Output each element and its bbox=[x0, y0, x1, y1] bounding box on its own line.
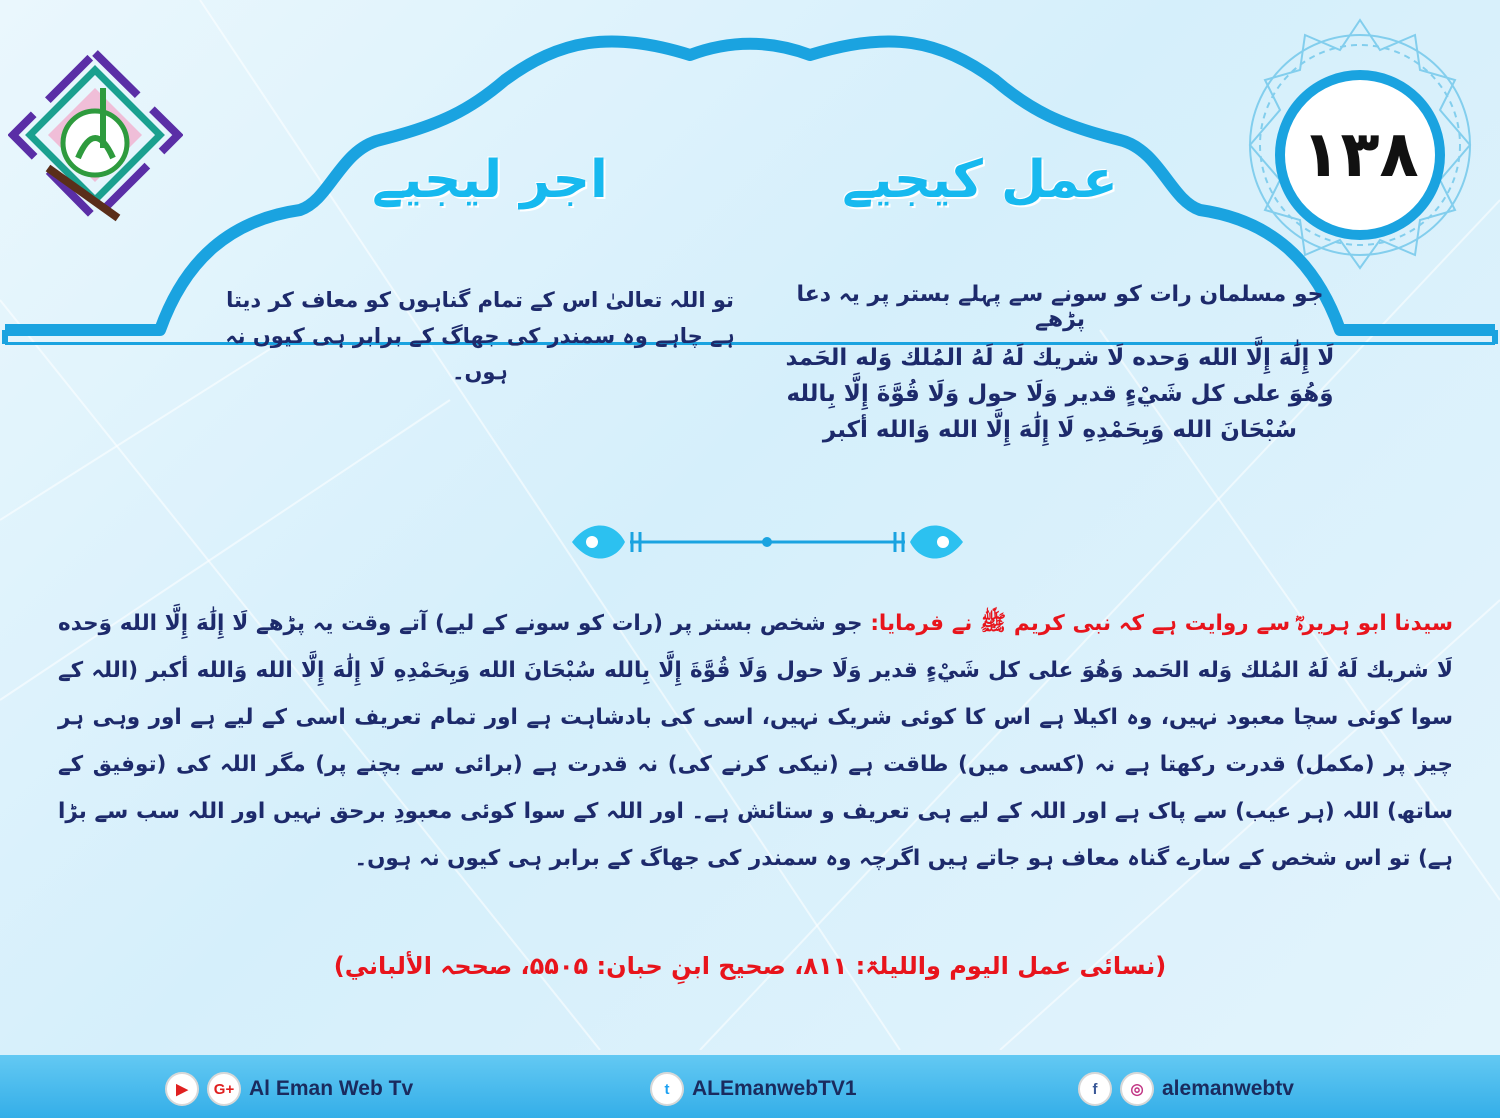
hadith-narrator: سیدنا ابو ہریرہؓ سے روایت ہے کہ نبی کریم ﷺ نے فرمایا: bbox=[870, 611, 1453, 636]
footer-social[interactable] bbox=[1078, 1069, 1294, 1109]
footer-bar bbox=[0, 1055, 1500, 1118]
channel-name[interactable]: Al Eman Web Tv bbox=[249, 1077, 414, 1100]
instagram-icon[interactable]: ◎ bbox=[1120, 1072, 1154, 1106]
google-plus-icon[interactable]: G+ bbox=[207, 1072, 241, 1106]
footer-channel[interactable] bbox=[165, 1069, 413, 1109]
heading-ajr-lijiye: اجر لیجیے bbox=[372, 150, 608, 210]
footer-twitter[interactable] bbox=[650, 1069, 857, 1109]
hadith-reference: (نسائی عمل الیوم واللیلۃ: ۸۱۱، صحیح ابنِ حبان: ۵۵۰۵، صححہ الألباني) bbox=[333, 952, 1167, 980]
ornamental-divider bbox=[570, 518, 965, 566]
action-intro: جو مسلمان رات کو سونے سے پہلے بستر پر یہ دعا پڑھے bbox=[796, 282, 1324, 332]
facebook-icon[interactable]: f bbox=[1078, 1072, 1112, 1106]
hadith-body: جو شخص بستر پر (رات کو سونے کے لیے) آتے وقت یہ پڑھے لَا إِلَٰهَ إِلَّا الله وَحده لَا شريك لَهُ لَهُ المُلك وَله الحَمد وَهُوَ على كل شَيْءٍ قدير وَلَا حول وَلَا قُوَّةَ إِلَّا بِالله سُبْحَانَ الله وَبِحَمْدِهِ لَا إِلَٰهَ إِلَّا الله وَالله أكبر (اللہ کے سوا کوئی سچا معبود نہیں، وہ اکیلا ہے اس کا کوئی شریک نہیں، اسی کی بادشاہت ہے اور تمام تعریف اسی کے لیے ہے اور وہی ہر چیز پر (مکمل) قدرت رکھتا ہے نہ (کسی میں) طاقت ہے (نیکی کرنے کی) نہ قدرت ہے (برائی سے بچنے پر) مگر اللہ کی (توفیق کے ساتھ) اللہ (ہر عیب) سے پاک ہے اور اللہ کے لیے ہی تعریف و ستائش ہے۔ اور اللہ کے سوا کوئی معبودِ برحق نہیں اور اللہ سب سے بڑا ہے) تو اس شخص کے سارے گناہ معاف ہو جاتے ہیں اگرچہ وہ سمندر کی جھاگ کے برابر ہی کیوں نہ ہوں۔ bbox=[58, 611, 1453, 871]
twitter-handle[interactable]: ALEmanwebTV1 bbox=[692, 1077, 857, 1100]
youtube-icon[interactable]: ▶ bbox=[165, 1072, 199, 1106]
heading-amal-kijiye: عمل کیجیے bbox=[842, 150, 1118, 210]
logo bbox=[8, 48, 183, 223]
dua-text: لَا إِلَٰهَ إِلَّا الله وَحده لَا شريك لَهُ لَهُ المُلك وَله الحَمد وَهُوَ على كل شَيْءٍ قدير وَلَا حول وَلَا قُوَّةَ إِلَّا بِالله سُبْحَانَ الله وَبِحَمْدِهِ لَا إِلَٰهَ إِلَّا الله وَالله أكبر bbox=[785, 345, 1335, 443]
twitter-icon[interactable]: t bbox=[650, 1072, 684, 1106]
reward-text: تو اللہ تعالیٰ اس کے تمام گناہوں کو معاف کر دیتا ہے چاہے وہ سمندر کی جھاگ کے برابر ہی کیوں نہ ہوں۔ bbox=[225, 288, 735, 384]
hadith-paragraph bbox=[58, 600, 1453, 882]
lesson-number-badge: ۱۳۸ bbox=[1275, 70, 1445, 240]
social-handle[interactable]: alemanwebtv bbox=[1162, 1077, 1294, 1100]
